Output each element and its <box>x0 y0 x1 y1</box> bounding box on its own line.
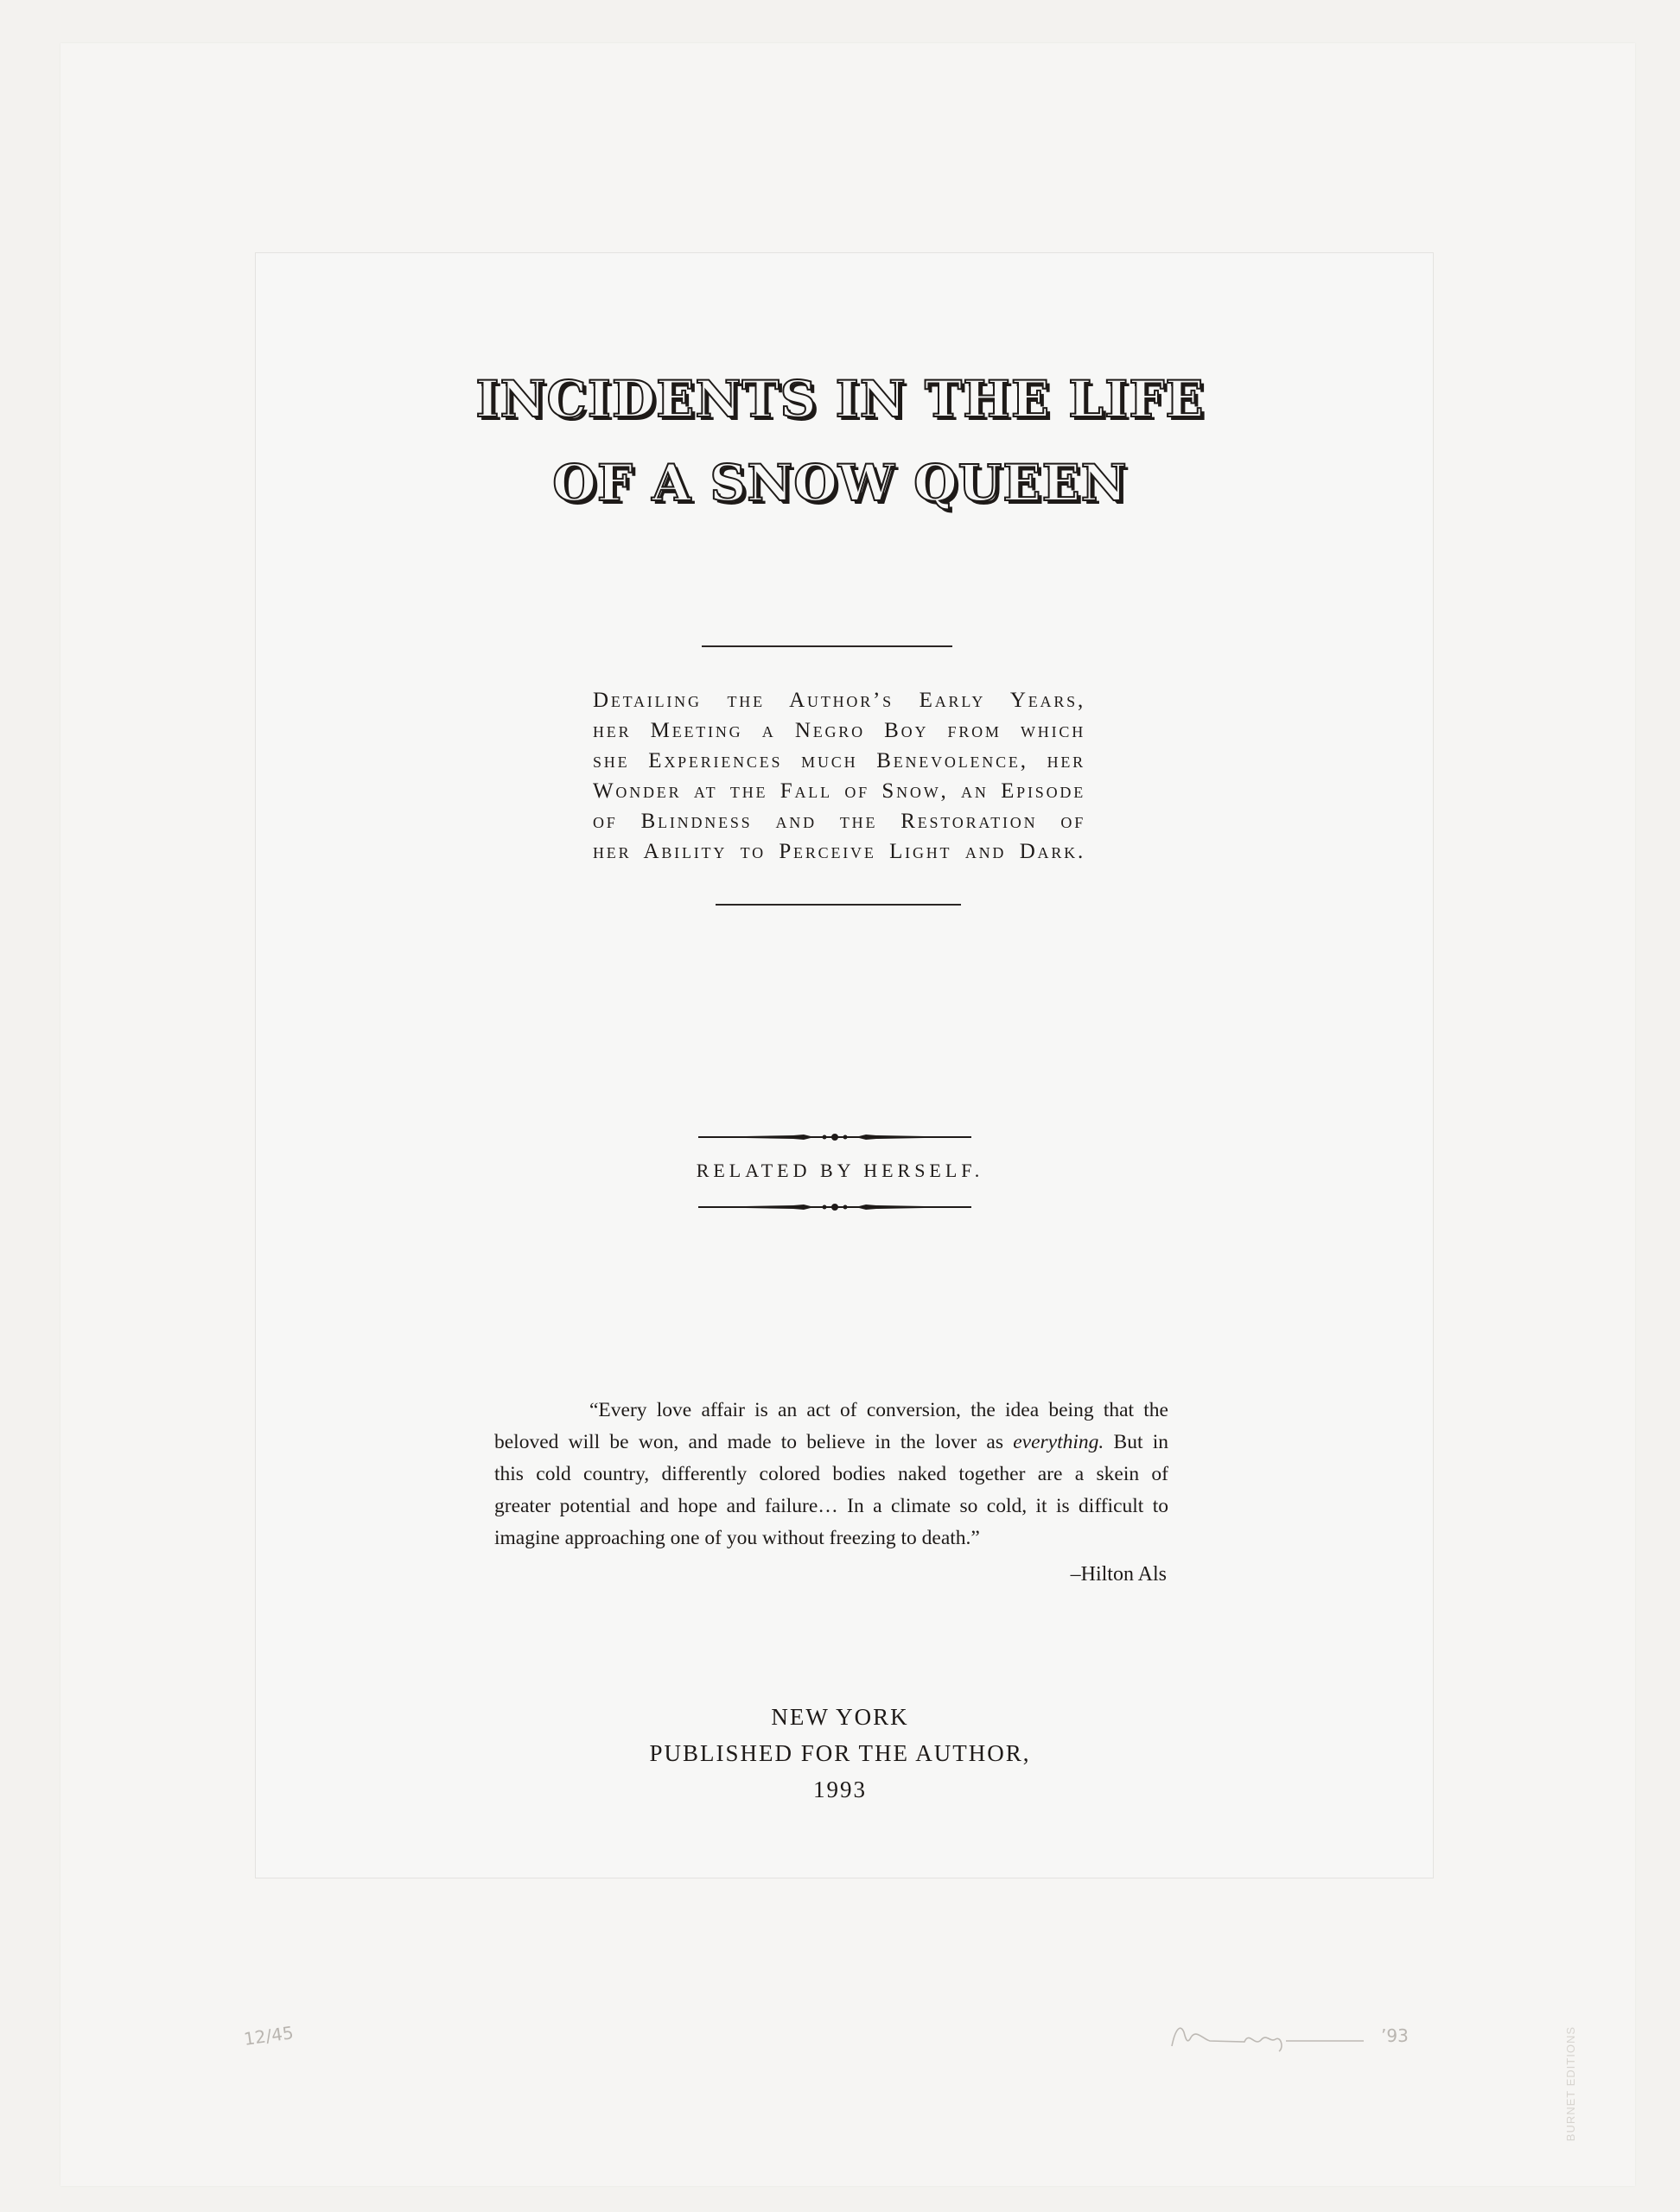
subtitle-line: her Meeting a Negro Boy from which <box>593 719 1085 742</box>
title-line-1: INCIDENTS IN THE LIFE <box>475 370 1205 429</box>
edition-number: 12/45 <box>242 2022 296 2050</box>
quote <box>494 1395 1168 1554</box>
quote-line: beloved will be won, and made to believe in the lover as everything. But in <box>494 1431 1169 1453</box>
signature-date: ’93 <box>1381 2025 1409 2046</box>
ornament-rule-top <box>698 1130 971 1144</box>
related-by-herself: RELATED BY HERSELF. <box>696 1160 984 1181</box>
ornament-rule-bottom <box>698 1200 971 1214</box>
artist-signature <box>1165 2013 1390 2056</box>
subtitle <box>593 685 1085 867</box>
subtitle-line: she Experiences much Benevolence, her <box>593 749 1085 772</box>
rule-top <box>702 645 952 647</box>
imprint-city: NEW YORK <box>771 1704 909 1730</box>
subtitle-line: of Blindness and the Restoration of <box>593 810 1085 833</box>
quote-attribution: –Hilton Als <box>1070 1563 1167 1586</box>
quote-emphasis: everything. <box>1013 1431 1104 1453</box>
rule-bottom <box>716 904 961 906</box>
subtitle-line: Wonder at the Fall of Snow, an Episode <box>593 779 1085 803</box>
subtitle-line: her Ability to Perceive Light and Dark. <box>593 840 1085 863</box>
imprint-year: 1993 <box>813 1777 867 1802</box>
quote-line: imagine approaching one of you without freezing to death.” <box>494 1527 980 1549</box>
subtitle-line: Detailing the Author’s Early Years, <box>593 689 1085 712</box>
quote-line: this cold country, differently colored bodies naked together are a skein of <box>494 1463 1168 1485</box>
imprint-published: PUBLISHED FOR THE AUTHOR, <box>649 1740 1031 1766</box>
blindstamp: BURNET EDITIONS <box>1564 2026 1577 2142</box>
quote-line: “Every love affair is an act of conversion, the idea being that the <box>589 1399 1168 1421</box>
imprint <box>0 1699 1680 1808</box>
title-line-2: OF A SNOW QUEEN <box>552 454 1128 512</box>
quote-line: greater potential and hope and failure… In a climate so cold, it is difficult to <box>494 1495 1168 1517</box>
